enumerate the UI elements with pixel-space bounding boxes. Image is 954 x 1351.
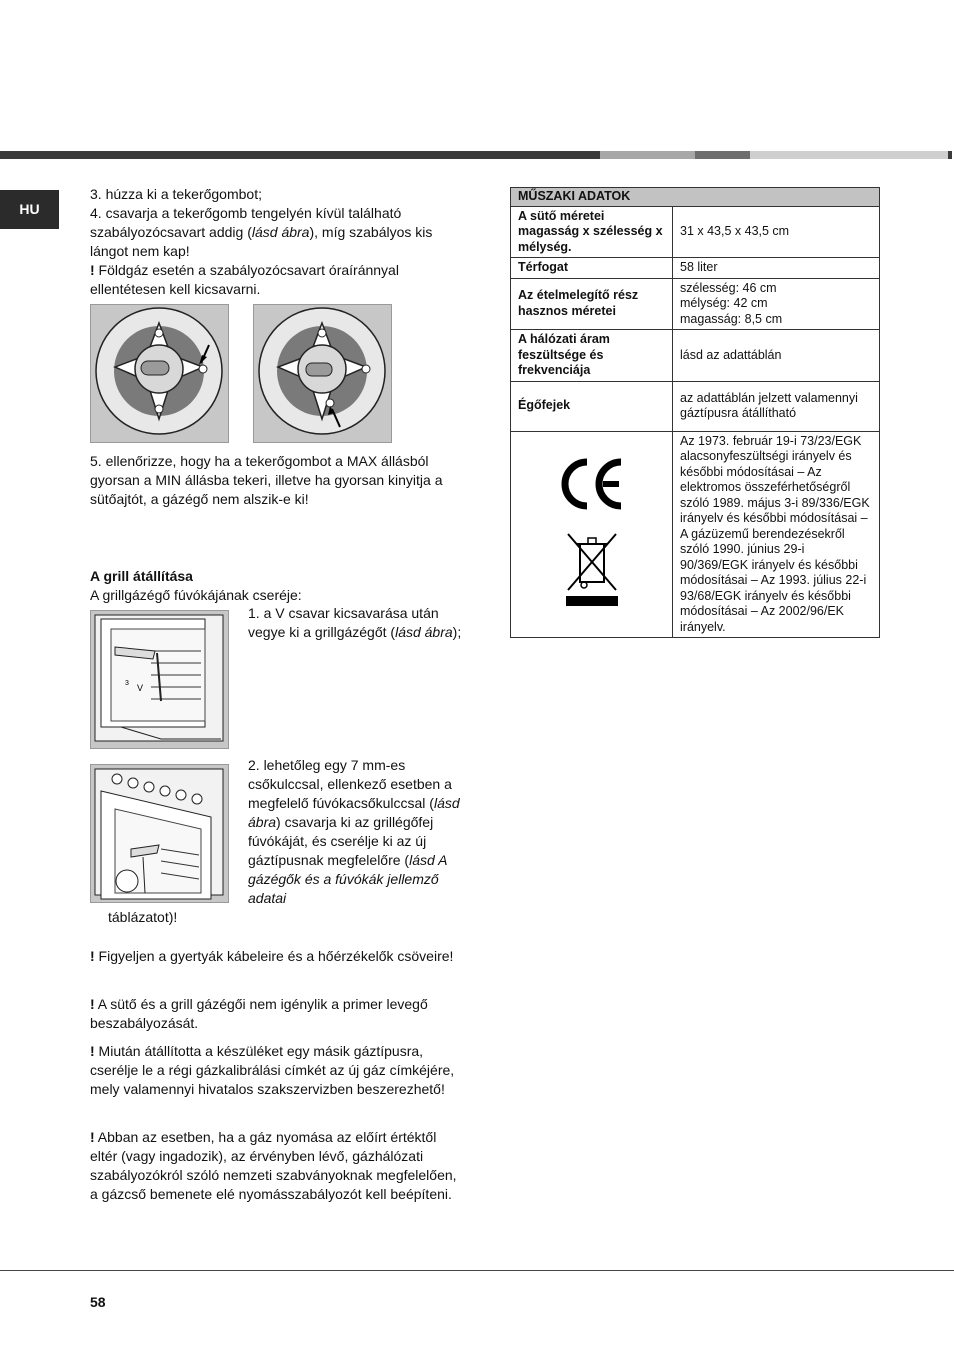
step-4: 4. csavarja a tekerőgomb tengelyén kívül található szabályozócsavart addig (lásd ábra), míg szabályos kis lángot nem kap! bbox=[90, 205, 433, 259]
table-row: A sütő méretei magasság x szélesség x mélység. 31 x 43,5 x 43,5 cm bbox=[511, 206, 880, 258]
note-1: ! Figyeljen a gyertyák kábeleire és a hőérzékelők csöveire! bbox=[90, 948, 454, 964]
step-3: 3. húzza ki a tekerőgombot; bbox=[90, 186, 262, 202]
ce-marks-cell bbox=[511, 431, 673, 638]
language-tab: HU bbox=[0, 190, 59, 229]
instructions-top bbox=[90, 185, 462, 299]
weee-bin-icon bbox=[564, 530, 620, 608]
svg-text:3: 3 bbox=[125, 680, 129, 687]
note-3: ! Miután átállította a készüléket egy másik gáztípusra, cserélje le a régi gázkalibrálási címkét az új gáz címkéjére, mely valamennyi hivatalos szakszervizben beszerezhető! bbox=[90, 1043, 455, 1097]
grill-step-2-end: táblázatot)! bbox=[108, 909, 178, 925]
knob-figure-1 bbox=[90, 304, 229, 443]
note-4: ! Abban az esetben, ha a gáz nyomása az előírt értéktől eltér (vagy ingadozik), az érvényben lévő, gázhálózati szabályozókról szóló nemzeti szabványoknak megfelelően, a gázcső bemenete elé nyomásszabályozót kell beépíteni. bbox=[90, 1129, 457, 1202]
table-row: Az 1973. február 19-i 73/23/EGK alacsonyfeszültségi irányelv és későbbi módosításai – Az elektromos összeférhetőségről szóló 1989. május 3-i 89/336/EGK irányelv és későbbi módosításai – A gázüzemű berendezésekről szóló 1990. június 29-i 90/369/EGK irányelv és későbbi módosításai – Az 1993. július 22-i 93/68/EGK irányelv és későbbi módosításai – Az 2002/96/EK irányelv. bbox=[511, 431, 880, 638]
note-2: ! A sütő és a grill gázégői nem igénylik a primer levegő beszabályozását. bbox=[90, 996, 428, 1031]
grill-section bbox=[90, 567, 462, 605]
step-5: 5. ellenőrizze, hogy ha a tekerőgombot a MAX állásból gyorsan a MIN állásba tekeri, illetve ha gyorsan kinyitja a sütőajtót, a gázégő nem alszik-e ki! bbox=[90, 453, 443, 507]
header-bar bbox=[0, 151, 954, 159]
table-row: A hálózati áram feszültsége és frekvenciája lásd az adattáblán bbox=[511, 330, 880, 382]
grill-step-1: 1. a V csavar kicsavarása után vegye ki a grillgázégőt (lásd ábra); bbox=[248, 605, 462, 640]
knob-figure-2 bbox=[253, 304, 392, 443]
table-row: Égőfejek az adattáblán jelzett valamennyi gáztípusra átállítható bbox=[511, 381, 880, 431]
grill-figure-1 bbox=[90, 610, 229, 749]
note-natural-gas: ! Földgáz esetén a szabályozócsavart óraíránnyal ellentétesen kell kicsavarni. bbox=[90, 262, 399, 297]
spec-table bbox=[510, 187, 880, 638]
page-number: 58 bbox=[90, 1294, 106, 1310]
grill-intro: A grillgázégő fúvókájának cseréje: bbox=[90, 587, 302, 603]
instructions-middle bbox=[90, 452, 462, 509]
grill-figure-2 bbox=[90, 764, 229, 903]
table-row: Az ételmelegítő rész hasznos méretei szélesség: 46 cm mélység: 42 cm magasság: 8,5 cm bbox=[511, 278, 880, 330]
ce-mark-icon bbox=[557, 456, 627, 512]
spec-table-header: MŰSZAKI ADATOK bbox=[511, 188, 880, 207]
grill-step-2: 2. lehetőleg egy 7 mm-es csőkulccsal, ellenkező esetben a megfelelő fúvókacsőkulccsal (lásd ábra) csavarja ki az grillégőfej fúvókáját, és cserélje ki az új gáztípusnak megfelelőre (lásd A gázégők és a fúvókák jellemző adatai bbox=[248, 757, 460, 906]
screw-v-label: V bbox=[137, 683, 144, 693]
footer-divider bbox=[0, 1270, 954, 1271]
table-row: Térfogat 58 liter bbox=[511, 258, 880, 279]
grill-heading: A grill átállítása bbox=[90, 568, 193, 584]
